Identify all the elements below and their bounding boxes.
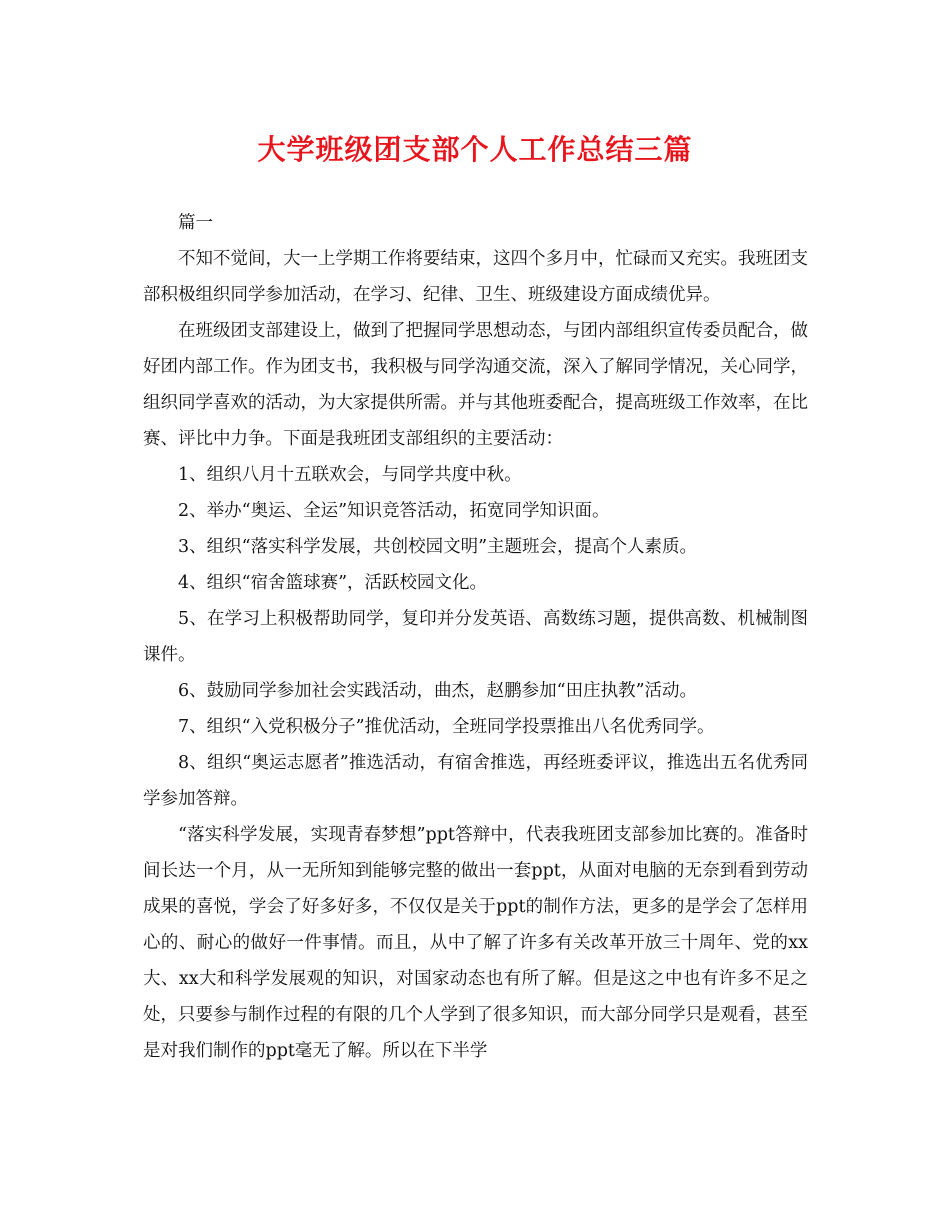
paragraph: 在班级团支部建设上，做到了把握同学思想动态，与团内部组织宣传委员配合，做好团内部工作。作为团支书，我积极与同学沟通交流，深入了解同学情况，关心同学，组织同学喜欢的活动，为大家提供所需。并与其他班委配合，提高班级工作效率，在比赛、评比中力争。下面是我班团支部组织的主要活动： (143, 321, 808, 449)
list-item: 8、组织“奥运志愿者”推选活动，有宿舍推选，再经班委评议，推选出五名优秀同学参加答辩。 (143, 753, 808, 809)
list-item: 4、组织“宿舍篮球赛”，活跃校园文化。 (178, 573, 488, 593)
list-item: 3、组织“落实科学发展，共创校园文明”主题班会，提高个人素质。 (178, 537, 698, 557)
list-item: 2、举办“奥运、全运”知识竞答活动，拓宽同学知识面。 (178, 501, 610, 521)
section-heading: 篇一 (178, 213, 213, 233)
list-item: 5、在学习上积极帮助同学，复印并分发英语、高数练习题，提供高数、机械制图课件。 (143, 609, 808, 665)
list-item: 7、组织“入党积极分子”推优活动，全班同学投票推出八名优秀同学。 (178, 717, 715, 737)
list-item: 6、鼓励同学参加社会实践活动，曲杰，赵鹏参加“田庄执教”活动。 (178, 681, 698, 701)
paragraph: 不知不觉间，大一上学期工作将要结束，这四个多月中，忙碌而又充实。我班团支部积极组织同学参加活动，在学习、纪律、卫生、班级建设方面成绩优异。 (143, 249, 808, 305)
document-body (143, 205, 808, 1069)
paragraph: “落实科学发展，实现青春梦想”ppt答辩中，代表我班团支部参加比赛的。准备时间长达一个月，从一无所知到能够完整的做出一套ppt，从面对电脑的无奈到看到劳动成果的喜悦，学会了好多好多，不仅仅是关于ppt的制作方法，更多的是学会了怎样用心的、耐心的做好一件事情。而且，从中了解了许多有关改革开放三十周年、党的xx大、xx大和科学发展观的知识，对国家动态也有所了解。但是这之中也有许多不足之处，只要参与制作过程的有限的几个人学到了很多知识，而大部分同学只是观看，甚至是对我们制作的ppt毫无了解。所以在下半学 (143, 825, 808, 1061)
list-item: 1、组织八月十五联欢会，与同学共度中秋。 (178, 465, 522, 485)
document-title: 大学班级团支部个人工作总结三篇 (257, 133, 693, 166)
